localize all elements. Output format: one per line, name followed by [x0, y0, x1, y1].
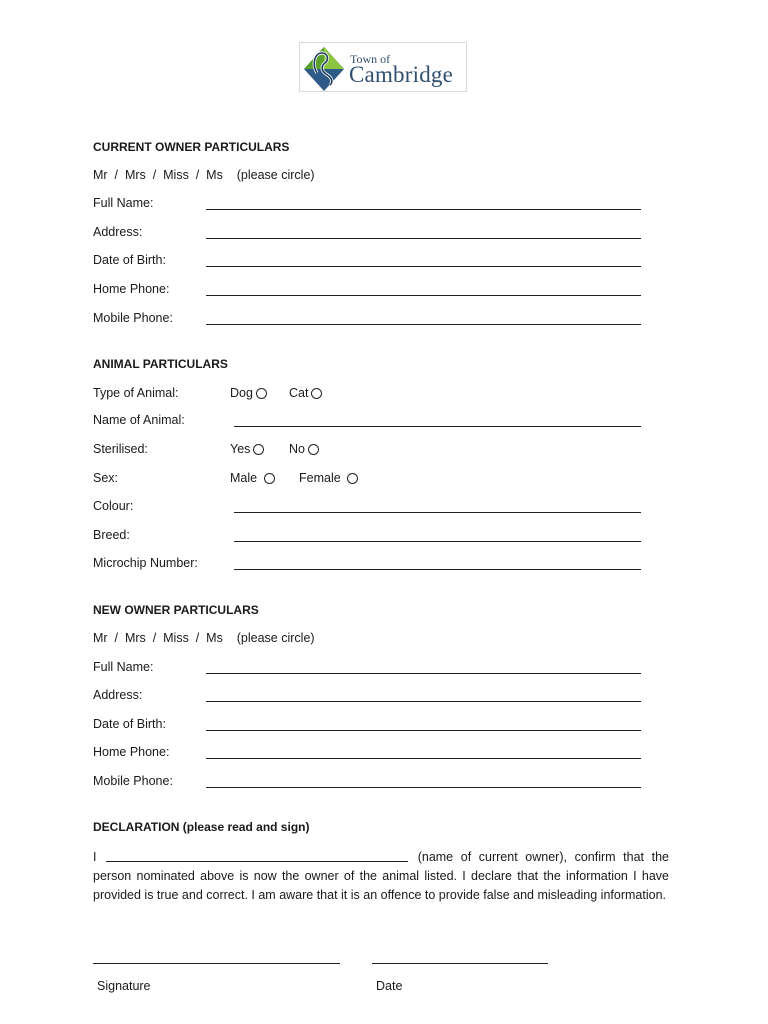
no-label: No	[289, 442, 305, 456]
type-of-animal-label: Type of Animal:	[93, 386, 179, 400]
yes-radio[interactable]	[253, 444, 264, 455]
current-owner-name-field[interactable]	[106, 849, 408, 862]
title-options-text[interactable]: Mr / Mrs / Miss / Ms	[93, 168, 223, 182]
new-home-phone-field[interactable]	[206, 758, 641, 759]
new-address-label: Address:	[93, 688, 143, 702]
current-mobile-phone-label: Mobile Phone:	[93, 311, 173, 325]
new-dob-field[interactable]	[206, 730, 641, 731]
sterilised-no-option[interactable]	[289, 442, 319, 456]
title-hint: (please circle)	[236, 631, 315, 645]
new-full-name-label: Full Name:	[93, 660, 154, 674]
current-home-phone-field[interactable]	[206, 295, 641, 296]
new-full-name-field[interactable]	[206, 673, 641, 674]
new-owner-heading: NEW OWNER PARTICULARS	[93, 603, 259, 617]
declaration-text	[93, 848, 669, 905]
female-radio[interactable]	[347, 473, 358, 484]
current-full-name-label: Full Name:	[93, 196, 154, 210]
type-cat-option[interactable]	[289, 386, 322, 400]
male-label: Male	[230, 471, 258, 485]
breed-field[interactable]	[234, 541, 641, 542]
cat-radio[interactable]	[311, 388, 322, 399]
type-dog-option[interactable]	[230, 386, 267, 400]
logo-line2: Cambridge	[349, 62, 453, 87]
current-home-phone-label: Home Phone:	[93, 282, 170, 296]
no-radio[interactable]	[308, 444, 319, 455]
sterilised-label: Sterilised:	[93, 442, 148, 456]
signature-label: Signature	[97, 979, 151, 993]
new-owner-title-options[interactable]	[93, 631, 315, 645]
current-dob-label: Date of Birth:	[93, 253, 166, 267]
microchip-field[interactable]	[234, 569, 641, 570]
date-label: Date	[376, 979, 403, 993]
current-full-name-field[interactable]	[206, 209, 641, 210]
new-mobile-phone-label: Mobile Phone:	[93, 774, 173, 788]
current-mobile-phone-field[interactable]	[206, 324, 641, 325]
declaration-heading: DECLARATION (please read and sign)	[93, 820, 310, 834]
title-options-text[interactable]: Mr / Mrs / Miss / Ms	[93, 631, 223, 645]
microchip-label: Microchip Number:	[93, 556, 198, 570]
sex-label: Sex:	[93, 471, 119, 485]
name-of-animal-label: Name of Animal:	[93, 413, 185, 427]
current-dob-field[interactable]	[206, 266, 641, 267]
name-of-animal-field[interactable]	[234, 426, 641, 427]
current-owner-title-options[interactable]	[93, 168, 315, 182]
sterilised-yes-option[interactable]	[230, 442, 264, 456]
colour-label: Colour:	[93, 499, 134, 513]
declaration-body: (name of current owner), confirm that the person nominated above is now the owner of the animal listed. I declare that the information I have provided is true and correct. I am aware that it is an offence to provide false and misleading information.	[93, 850, 669, 902]
male-radio[interactable]	[264, 473, 275, 484]
new-home-phone-label: Home Phone:	[93, 745, 170, 759]
breed-label: Breed:	[93, 528, 130, 542]
title-hint: (please circle)	[236, 168, 315, 182]
sex-male-option[interactable]	[230, 471, 275, 485]
signature-field[interactable]	[93, 963, 340, 964]
cat-label: Cat	[289, 386, 309, 400]
current-address-field[interactable]	[206, 238, 641, 239]
town-logo	[299, 42, 467, 92]
date-field[interactable]	[372, 963, 548, 964]
current-owner-heading: CURRENT OWNER PARTICULARS	[93, 140, 290, 154]
new-dob-label: Date of Birth:	[93, 717, 166, 731]
yes-label: Yes	[230, 442, 251, 456]
colour-field[interactable]	[234, 512, 641, 513]
new-mobile-phone-field[interactable]	[206, 787, 641, 788]
current-address-label: Address:	[93, 225, 143, 239]
dog-label: Dog	[230, 386, 253, 400]
animal-heading: ANIMAL PARTICULARS	[93, 357, 228, 371]
swan-logo-icon	[300, 43, 348, 93]
dog-radio[interactable]	[256, 388, 267, 399]
sex-female-option[interactable]	[299, 471, 358, 485]
declaration-prefix: I	[93, 850, 97, 864]
new-address-field[interactable]	[206, 701, 641, 702]
logo-line1: Town of	[350, 52, 391, 66]
female-label: Female	[299, 471, 341, 485]
